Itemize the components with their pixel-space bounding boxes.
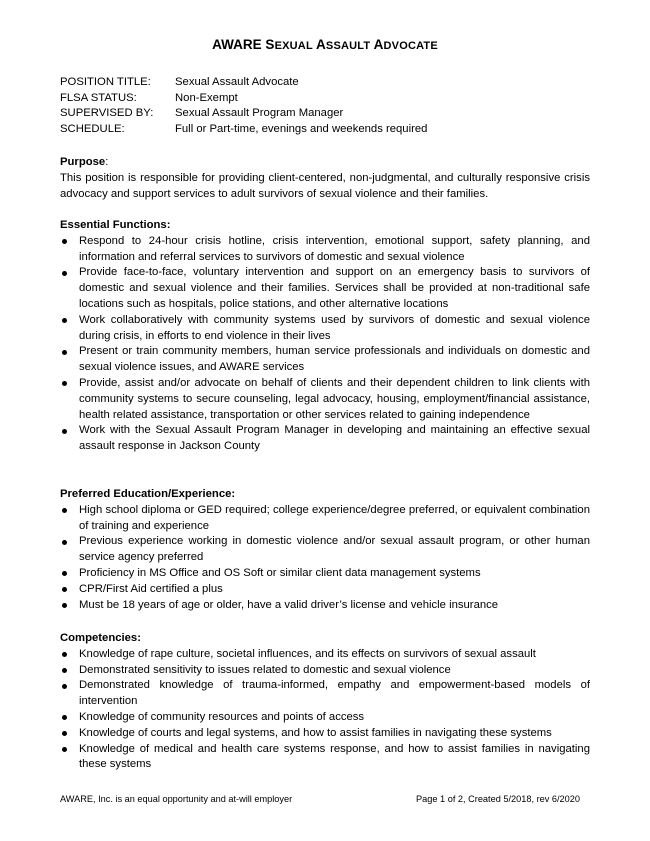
- info-row-position-title: [60, 75, 427, 91]
- list-item: Demonstrated sensitivity to issues related to domestic and sexual violence: [60, 663, 590, 679]
- list-item: CPR/First Aid certified a plus: [60, 582, 590, 598]
- title-rest: SEXUAL ASSAULT ADVOCATE: [265, 37, 438, 52]
- purpose-heading-colon: :: [105, 156, 109, 168]
- purpose-text: This position is responsible for providing client-centered, non-judgmental, and culturally responsive crisis advocacy and support services to adult survivors of sexual violence and their families.: [60, 171, 590, 200]
- list-item: Previous experience working in domestic violence and/or sexual assault program, or other human service agency preferred: [60, 534, 590, 566]
- purpose-section: [60, 155, 590, 202]
- list-item: Proficiency in MS Office and OS Soft or similar client data management systems: [60, 566, 590, 582]
- info-label: SUPERVISED BY:: [60, 107, 154, 119]
- essential-functions-heading: Essential Functions:: [60, 219, 171, 231]
- info-label: FLSA STATUS:: [60, 91, 137, 104]
- info-value: Non-Exempt: [175, 91, 238, 104]
- list-item: Work collaboratively with community systems used by survivors of domestic and sexual violence during crisis, in efforts to end violence in their lives: [60, 313, 590, 345]
- list-item: Work with the Sexual Assault Program Manager in developing and maintaining an effective sexual assault response in Jackson County: [60, 423, 590, 455]
- education-list: [60, 503, 590, 614]
- education-section: [60, 487, 590, 613]
- competencies-list: [60, 647, 590, 773]
- list-item: Provide face-to-face, voluntary intervention and support on an emergency basis to survivors of domestic and sexual violence and their families. Services shall be provided at non-traditional safe locations such as hospitals, police stations, and other alternative locations: [60, 265, 590, 312]
- list-item: Respond to 24-hour crisis hotline, crisis intervention, emotional support, safety planning, and information and referral services to survivors of domestic and sexual violence: [60, 234, 590, 266]
- education-heading: Preferred Education/Experience:: [60, 488, 236, 500]
- list-item: Knowledge of courts and legal systems, and how to assist families in navigating these systems: [60, 726, 590, 742]
- document-title: [0, 36, 650, 55]
- list-item: Demonstrated knowledge of trauma-informed, empathy and empowerment-based models of intervention: [60, 678, 590, 710]
- purpose-heading-text: Purpose: [60, 156, 106, 168]
- essential-functions-section: [60, 218, 590, 455]
- info-label: POSITION TITLE:: [60, 76, 151, 88]
- info-value: Sexual Assault Advocate: [175, 76, 299, 88]
- list-item: High school diploma or GED required; college experience/degree preferred, or equivalent combination of training and experience: [60, 503, 590, 535]
- footer-page-info: Page 1 of 2, Created 5/2018, rev 6/2020: [416, 794, 580, 804]
- list-item: Must be 18 years of age or older, have a valid driver’s license and vehicle insurance: [60, 598, 590, 614]
- position-info: [60, 75, 427, 137]
- purpose-heading: [60, 155, 590, 171]
- info-value: Sexual Assault Program Manager: [175, 107, 344, 119]
- info-row-supervised-by: [60, 106, 427, 122]
- info-row-schedule: [60, 122, 427, 138]
- list-item: Knowledge of rape culture, societal influences, and its effects on survivors of sexual assault: [60, 647, 590, 663]
- competencies-section: [60, 631, 590, 773]
- list-item: Knowledge of medical and health care systems response, and how to assist families in navigating these systems: [60, 742, 590, 774]
- info-value: Full or Part-time, evenings and weekends required: [175, 122, 428, 135]
- list-item: Knowledge of community resources and points of access: [60, 710, 590, 726]
- list-item: Provide, assist and/or advocate on behalf of clients and their dependent children to link clients with community systems to secure counseling, legal advocacy, housing, employment/financial assistance, health related assistance, transportation or other services related to gaining independence: [60, 376, 590, 423]
- footer-employer-note: AWARE, Inc. is an equal opportunity and at-will employer: [60, 794, 293, 804]
- competencies-heading: Competencies:: [60, 632, 141, 644]
- info-row-flsa-status: [60, 91, 427, 107]
- info-label: SCHEDULE:: [60, 122, 125, 135]
- title-main: AWARE: [212, 37, 262, 52]
- essential-functions-list: [60, 234, 590, 455]
- list-item: Present or train community members, human service professionals and individuals on domestic and sexual violence issues, and AWARE services: [60, 344, 590, 376]
